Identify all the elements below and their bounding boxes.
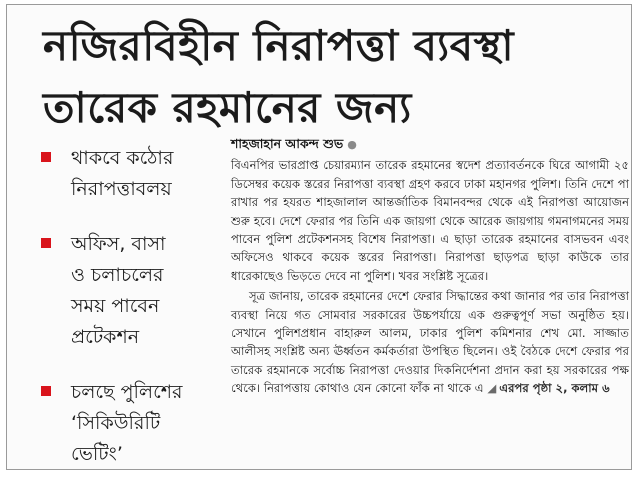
highlight-item (33, 229, 233, 353)
article-body (231, 135, 629, 398)
red-square-bullet-icon (41, 152, 51, 162)
author-name: শাহজাহান আকন্দ শুভ (231, 136, 344, 151)
highlight-text: অফিস, বাসা ও চলাচলের সময় পাবেন প্রটেকশন (71, 233, 166, 348)
paragraph-2-text: সূত্র জানায়, তারেক রহমানের দেশে ফেরার সিদ্ধান্তের কথা জানার পর তার নিরাপত্তা ব্যবস্থা নিয়ে গত সোমবার সরকারের উচ্চপর্যায়ে এক গুরুত্বপূর্ণ সভা অনুষ্ঠিত হয়। সেখানে পুলিশপ্রধান বাহারুল আলম, ঢাকার পুলিশ কমিশনার শেখ মো. সাজ্জাত আলীসহ সংশ্লিষ্ট অন্য ঊর্ধ্বতন কর্মকর্তারা উপস্থিত ছিলেন। ওই বৈঠকে দেশে ফেরার পর তারেক রহমানকে সর্বোচ্চ নিরাপত্তা দেওয়ার দিকনির্দেশনা প্রদান করা হয় সরকারের পক্ষ থেকে। নিরাপত্তায় কোথাও যেন কোনো ফাঁক না থাকে এ (231, 289, 629, 396)
highlight-text: চলছে পুলিশের ‘সিকিউরিটি ভেটিং’ (71, 381, 183, 465)
highlight-text: থাকবে কঠোর নিরাপত্তাবলয় (71, 147, 174, 200)
red-square-bullet-icon (41, 238, 51, 248)
byline (231, 135, 629, 154)
highlight-item (33, 377, 233, 470)
continued-text: এরপর পৃষ্ঠা ২, কলাম ৬ (499, 381, 610, 396)
highlight-item (33, 143, 233, 205)
highlights-sidebar (33, 143, 233, 494)
news-clipping (6, 4, 632, 470)
continued-reference (487, 381, 609, 395)
dot-icon: ● (347, 138, 357, 151)
headline-line-1: নজিরবিহীন নিরাপত্তা ব্যবস্থা (43, 21, 515, 70)
triangle-icon: ◢ (487, 381, 497, 396)
article-paragraph-1: বিএনপির ভারপ্রাপ্ত চেয়ারম্যান তারেক রহমানের স্বদেশ প্রত্যাবর্তনকে ঘিরে আগামী ২৫ ডিসেম্বর কয়েক স্তরের নিরাপত্তা ব্যবস্থা গ্রহণ করবে ঢাকা মহানগর পুলিশ। তিনি দেশে পা রাখার পর হযরত শাহজালাল আন্তর্জাতিক বিমানবন্দর থেকে এই নিরাপত্তা আয়োজন শুরু হবে। দেশে ফেরার পর তিনি এক জায়গা থেকে আরেক জায়গায় গমনাগমনের সময় পাবেন পুলিশ প্রটেকশনসহ বিশেষ নিরাপত্তা। এ ছাড়া তারেক রহমানের বাসভবন এবং অফিসেও থাকবে কয়েক স্তরের নিরাপত্তা। নিরাপত্তা ছাড়পত্র ছাড়া কাউকে তার ধারেকাছেও ভিড়তে দেবে না পুলিশ। খবর সংশ্লিষ্ট সূত্রের। (231, 158, 629, 283)
red-square-bullet-icon (41, 386, 51, 396)
headline-line-2: তারেক রহমানের জন্য (43, 83, 412, 132)
article-paragraph-2 (231, 287, 629, 397)
